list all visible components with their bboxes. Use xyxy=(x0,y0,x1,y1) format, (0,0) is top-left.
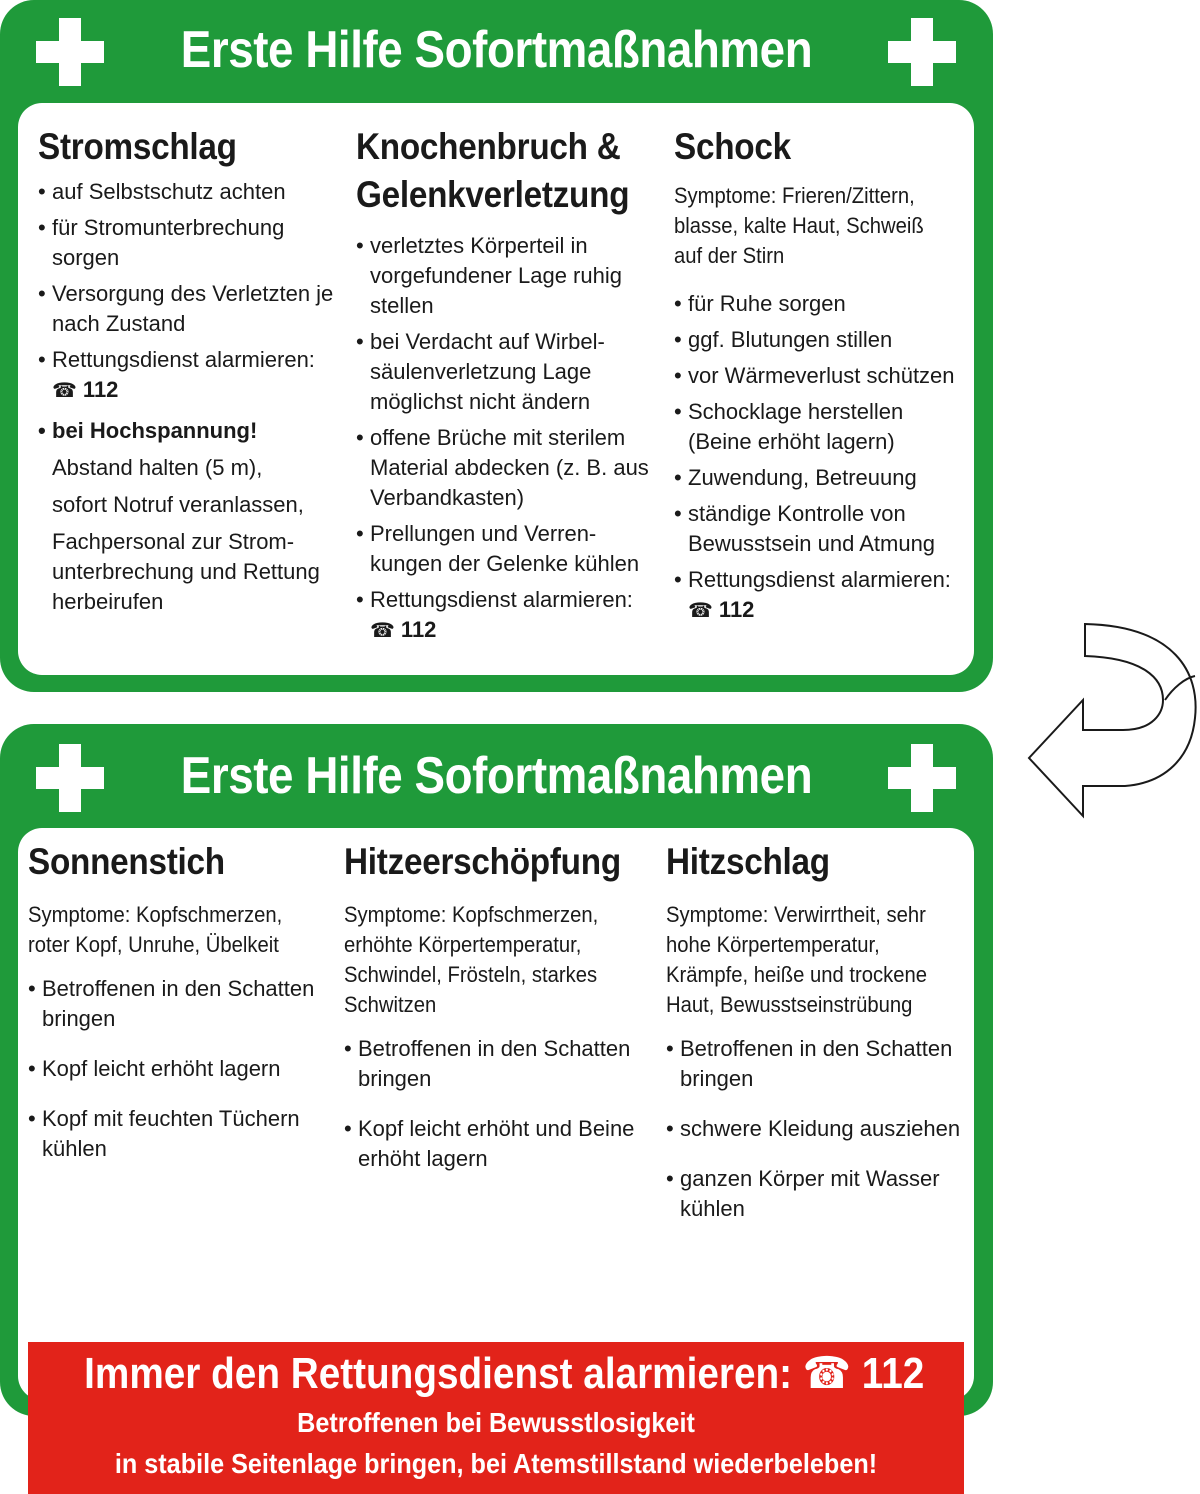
back-card xyxy=(0,724,993,1479)
alert-main-text: Immer den Rettungsdienst alarmieren: ☎ 112 xyxy=(84,1349,925,1398)
list-hitzeerschoepfung xyxy=(344,1034,644,1174)
list-item: • Versorgung des Verletzten je nach Zustand xyxy=(38,279,338,339)
symptoms-schock: Symptome: Frieren/Zittern, blasse, kalte Haut, Schweiß auf der Stirn xyxy=(674,183,924,268)
heading-knochenbruch-line1: Knochenbruch & xyxy=(356,126,621,167)
list-knochenbruch xyxy=(356,231,656,646)
heading-hitzschlag: Hitzschlag xyxy=(666,841,830,882)
phone-number xyxy=(370,615,656,646)
phone-number xyxy=(52,375,338,406)
list-item: • Betroffenen in den Schatten bringen xyxy=(28,974,328,1034)
column-knochenbruch xyxy=(356,123,656,646)
phone-number-text: 112 xyxy=(400,617,437,642)
heading-knochenbruch-line2: Gelenkverletzung xyxy=(356,174,630,215)
phone-icon: ☎ xyxy=(688,600,713,622)
phone-number xyxy=(688,595,964,626)
list-item: • schwere Kleidung ausziehen xyxy=(666,1114,966,1144)
list-item xyxy=(356,585,656,646)
heading-stromschlag: Stromschlag xyxy=(38,126,237,167)
heading-schock: Schock xyxy=(674,126,791,167)
column-hitzschlag xyxy=(666,838,966,1224)
list-hitzschlag xyxy=(666,1034,966,1224)
list-item: • für Ruhe sorgen xyxy=(674,289,964,319)
symptoms-hitzeerschoepfung: Symptome: Kopfschmerzen, erhöhte Körpertemperatur, Schwindel, Frösteln, starkes Schwitzen xyxy=(344,902,599,1017)
symptoms-hitzschlag: Symptome: Verwirrtheit, sehr hohe Körpertemperatur, Krämpfe, heiße und trockene Haut, Bewusstseinstrübung xyxy=(666,902,928,1017)
list-item: • ganzen Körper mit Wasser kühlen xyxy=(666,1164,966,1224)
list-item: • vor Wärmeverlust schützen xyxy=(674,361,964,391)
warning-text: sofort Notruf veranlassen, xyxy=(52,492,304,517)
list-item-label: Rettungsdienst alarmieren: xyxy=(370,587,633,612)
front-panel xyxy=(18,103,974,675)
phone-icon: ☎ xyxy=(52,380,77,402)
column-hitzeerschoepfung xyxy=(344,838,644,1174)
list-item-label: Rettungsdienst alarmieren: xyxy=(688,567,951,592)
list-item: • verletztes Körperteil in vorgefundener Lage ruhig stellen xyxy=(356,231,656,321)
back-title-bar xyxy=(0,724,993,826)
flip-arrow-icon xyxy=(1025,618,1200,822)
list-item: • Zuwendung, Betreuung xyxy=(674,463,964,493)
list-item: • für Stromunterbrechung sorgen xyxy=(38,213,338,273)
front-card xyxy=(0,0,993,692)
front-title: Erste Hilfe Sofortmaßnahmen xyxy=(180,21,813,79)
warning-text: Fachpersonal zur Strom-unterbrechung und Rettung herbeirufen xyxy=(52,529,320,614)
list-item xyxy=(674,565,964,626)
column-sonnenstich xyxy=(28,838,328,1164)
heading-hitzeerschoepfung: Hitzeerschöpfung xyxy=(344,841,621,882)
list-item-label: Rettungsdienst alarmieren: xyxy=(52,347,315,372)
list-schock xyxy=(674,289,964,626)
column-stromschlag xyxy=(38,123,338,617)
list-item: • Prellungen und Verren-kungen der Gelenke kühlen xyxy=(356,519,656,579)
list-item: • offene Brüche mit sterilem Material abdecken (z. B. aus Verbandkasten) xyxy=(356,423,656,513)
first-aid-cross-icon xyxy=(888,744,956,812)
phone-icon: ☎ xyxy=(370,620,395,642)
list-item: • Betroffenen in den Schatten bringen xyxy=(344,1034,644,1094)
back-panel xyxy=(18,828,974,1479)
list-item: • auf Selbstschutz achten xyxy=(38,177,338,207)
alert-sub-line2: in stabile Seitenlage bringen, bei Atemstillstand wiederbeleben! xyxy=(114,1448,878,1479)
heading-sonnenstich: Sonnenstich xyxy=(28,841,225,882)
first-aid-cross-icon xyxy=(888,18,956,86)
list-sonnenstich xyxy=(28,974,328,1164)
column-schock xyxy=(674,123,964,626)
warning-high-voltage: • bei Hochspannung! xyxy=(38,416,338,446)
list-stromschlag xyxy=(38,177,338,446)
back-title: Erste Hilfe Sofortmaßnahmen xyxy=(180,747,813,805)
list-item: • Betroffenen in den Schatten bringen xyxy=(666,1034,966,1094)
symptoms-sonnenstich: Symptome: Kopfschmerzen, roter Kopf, Unruhe, Übelkeit xyxy=(28,902,283,957)
front-title-bar xyxy=(0,0,993,102)
emergency-alert-box xyxy=(28,1342,964,1494)
alert-sub-line1: Betroffenen bei Bewusstlosigkeit xyxy=(297,1407,695,1438)
list-item: • Kopf leicht erhöht lagern xyxy=(28,1054,328,1084)
list-item: • ggf. Blutungen stillen xyxy=(674,325,964,355)
list-item: • Kopf leicht erhöht und Beine erhöht lagern xyxy=(344,1114,644,1174)
list-item: • ständige Kontrolle von Bewusstsein und Atmung xyxy=(674,499,964,559)
warning-text: Abstand halten (5 m), xyxy=(52,455,263,480)
list-item: • Schocklage herstellen (Beine erhöht lagern) xyxy=(674,397,964,457)
list-item xyxy=(38,345,338,406)
list-item: • Kopf mit feuchten Tüchern kühlen xyxy=(28,1104,328,1164)
phone-number-text: 112 xyxy=(718,597,755,622)
phone-number-text: 112 xyxy=(82,377,119,402)
list-item: • bei Verdacht auf Wirbel-säulenverletzung Lage möglichst nicht ändern xyxy=(356,327,656,417)
